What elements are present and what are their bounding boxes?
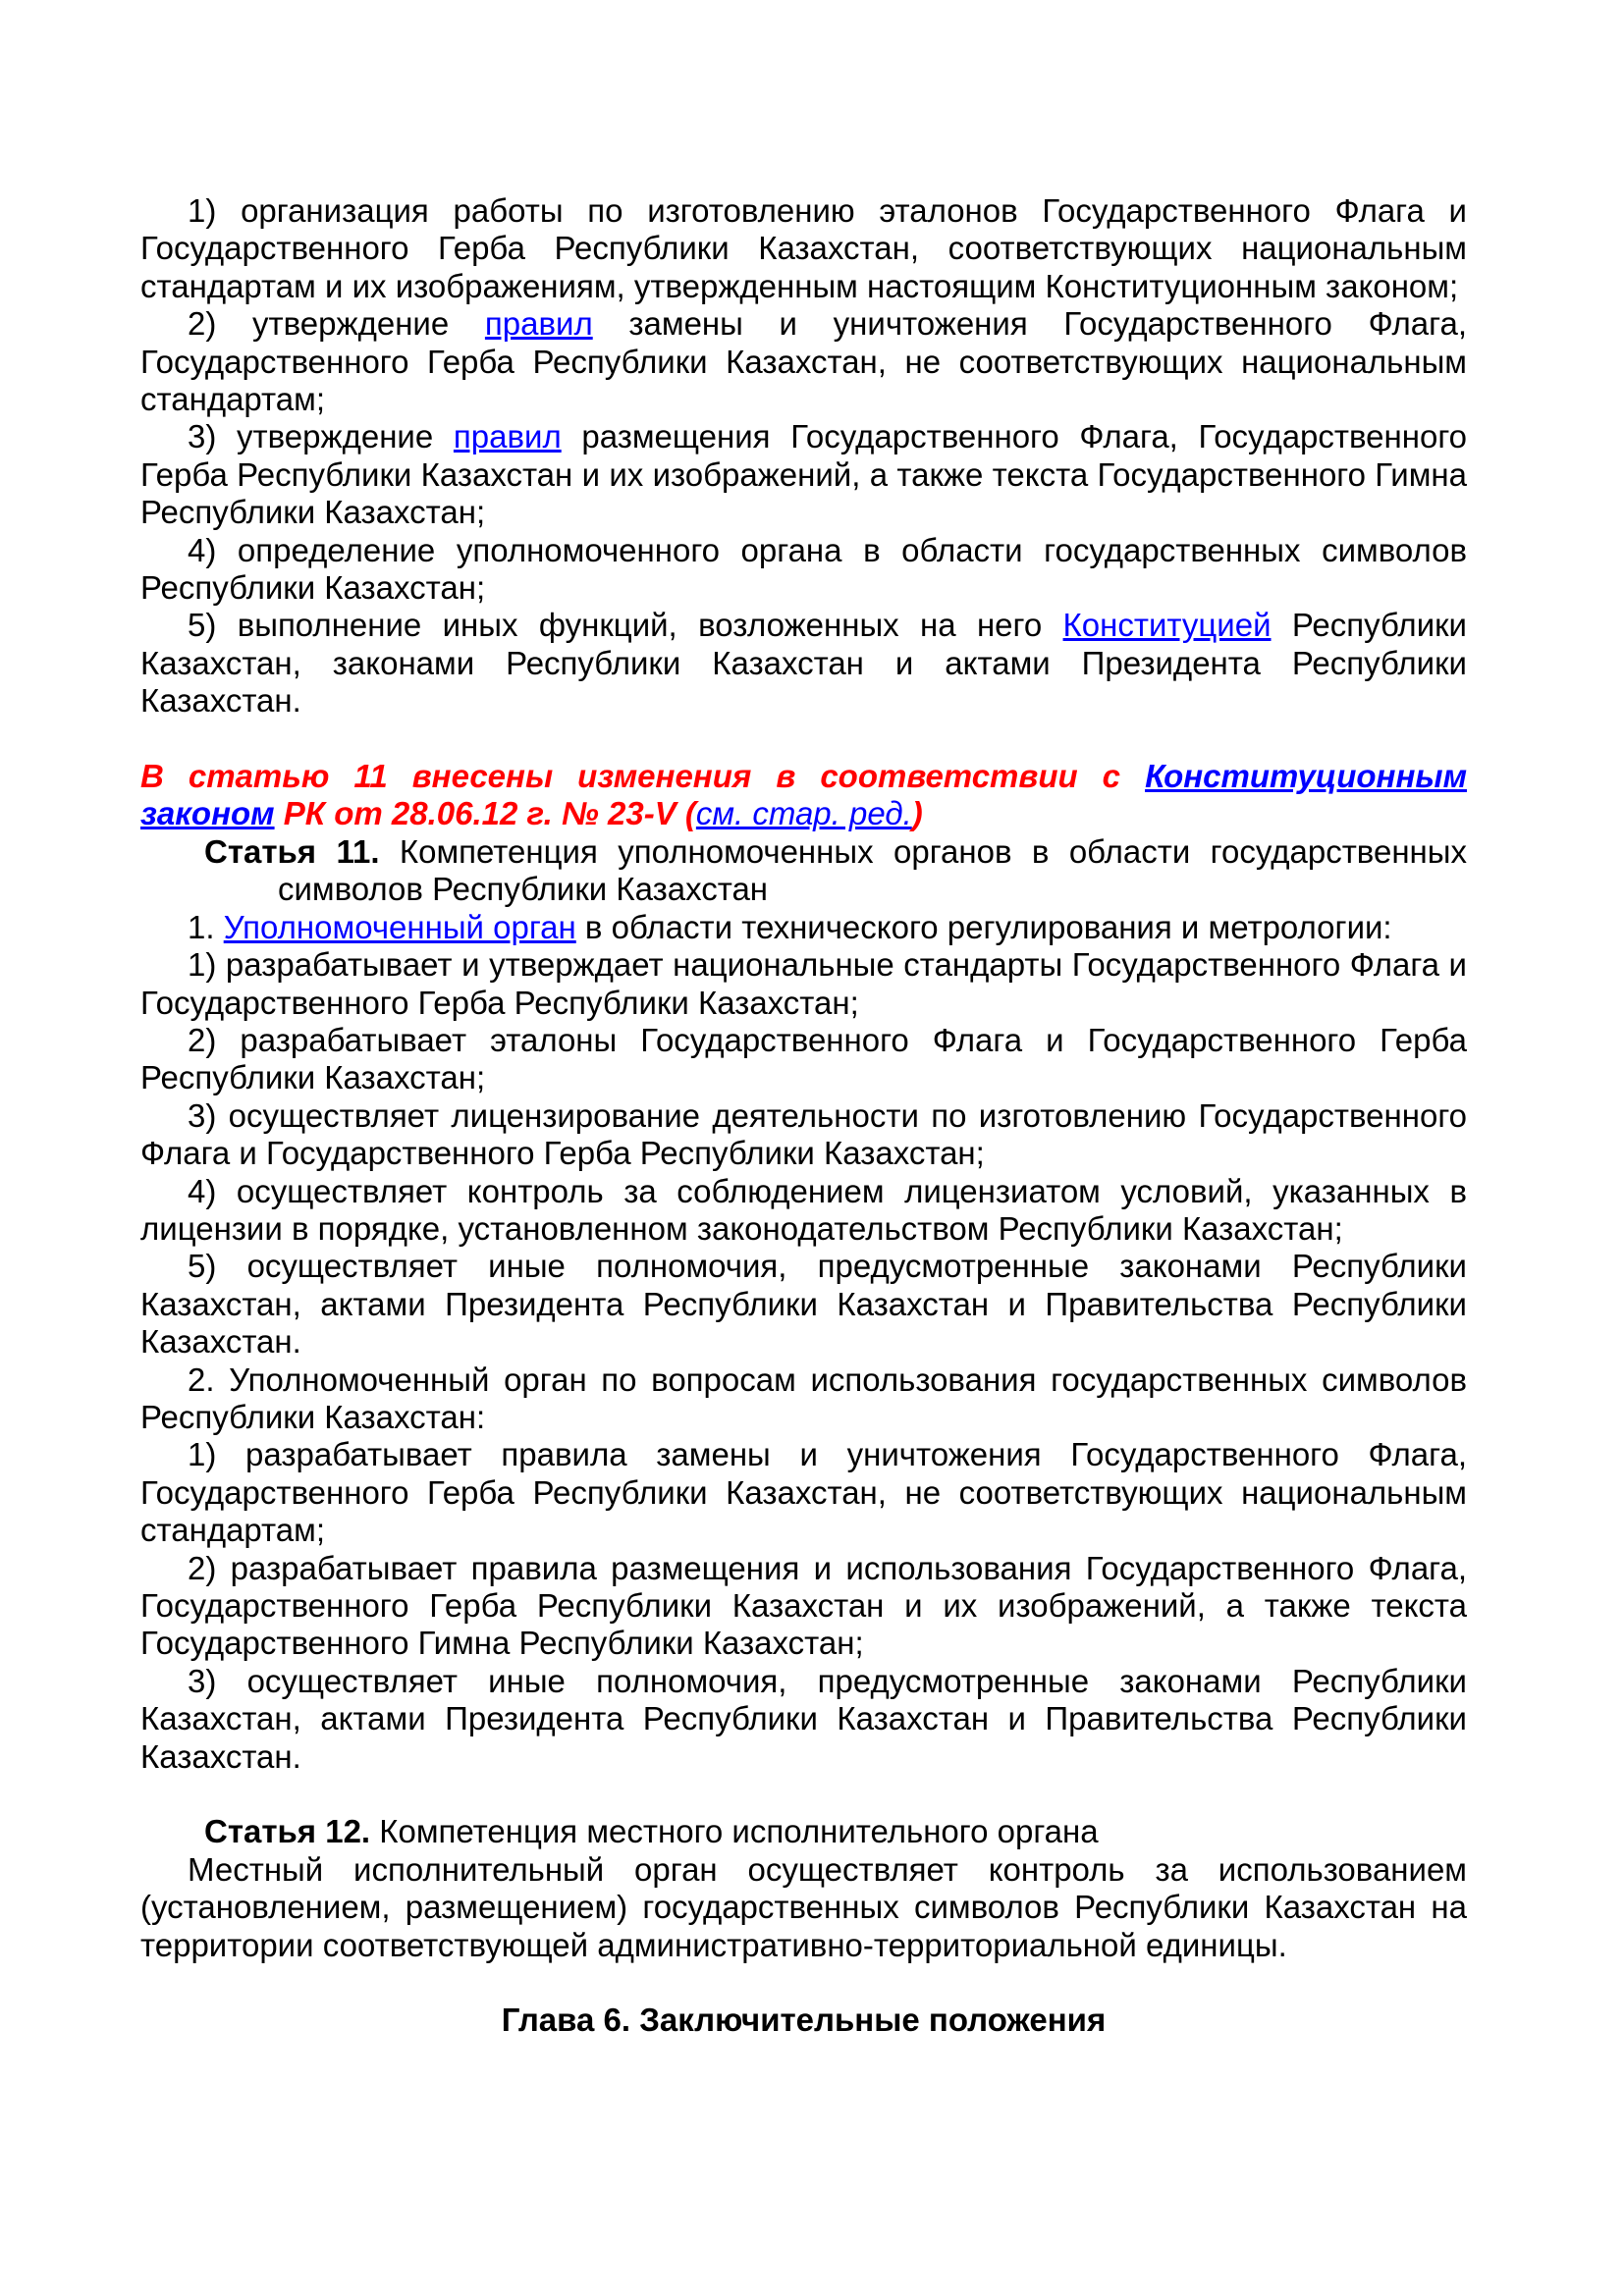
link-upolnomochennyy-organ[interactable]: Уполномоченный орган — [223, 908, 576, 945]
article-number: Статья 11. — [204, 832, 380, 870]
paragraph-item-2-2 — [140, 1550, 1467, 1663]
paragraph-item-2-3 — [140, 1663, 1467, 1776]
paragraph-item-4 — [140, 532, 1467, 608]
text-run: Глава 6. Заключительные положения — [501, 2002, 1107, 2039]
text-run: ) — [911, 795, 923, 832]
document-content — [140, 192, 1467, 2040]
text-run: 5) выполнение иных функций, возложенных на него — [188, 607, 1063, 644]
text-run: 2) разрабатывает эталоны Государственного Флага и Государственного Герба Республики Казахстан; — [140, 1021, 1467, 1096]
text-run: 1) разрабатывает правила замены и уничтожения Государственного Флага, Государственного Герба Республики Казахстан, не соответствующих национальным стандартам; — [140, 1436, 1467, 1549]
chapter-6-heading — [140, 2002, 1467, 2039]
text-run: размещения Государственного Флага, Государственного Герба Республики Казахстан и их изображений, а также текста Государственного Гимна Республики Казахстан; — [140, 418, 1468, 531]
text-run: 3) утверждение — [188, 418, 454, 455]
text-run: Республики Казахстан, законами Республики Казахстан и актами Президента Республики Казахстан. — [140, 607, 1467, 720]
article-number: Статья 12. — [204, 1813, 371, 1850]
article-11-title — [140, 833, 1467, 909]
text-run: Местный исполнительный орган осуществляет контроль за использованием (установлением, размещением) государственных символов Республики Казахстан на территории соответствующей административно-территориальной единицы. — [140, 1850, 1467, 1963]
paragraph-item-1-5 — [140, 1248, 1467, 1361]
blank-line — [140, 1776, 1467, 1813]
blank-line — [140, 1964, 1467, 2002]
text-run: 2. Уполномоченный орган по вопросам использования государственных символов Республики Казахстан: — [140, 1361, 1467, 1435]
text-run: 1) организация работы по изготовлению эталонов Государственного Флага и Государственного Герба Республики Казахстан, соответствующих национальным стандартам и их изображениям, утвержденным настоящим Конституционным законом; — [140, 192, 1467, 304]
paragraph-item-1 — [140, 192, 1467, 305]
link-konstitucionnym-zakonom[interactable]: Конституционным законом — [140, 758, 1467, 832]
paragraph-item-1-3 — [140, 1097, 1467, 1173]
text-run: 4) определение уполномоченного органа в области государственных символов Республики Казахстан; — [140, 531, 1467, 607]
text-run: Компетенция местного исполнительного органа — [370, 1813, 1099, 1850]
blank-line — [140, 721, 1467, 758]
paragraph-item-5 — [140, 607, 1467, 720]
paragraph-item-3 — [140, 418, 1467, 531]
link-sm-star-red[interactable]: см. стар. ред. — [695, 795, 912, 832]
text-run: 2) разрабатывает правила размещения и использования Государственного Флага, Государственного Герба Республики Казахстан и их изображений, а также текста Государственного Гимна Республики Казахстан; — [140, 1549, 1467, 1662]
paragraph-item-1-2 — [140, 1022, 1467, 1097]
paragraph-item-2 — [140, 305, 1467, 418]
paragraph-clause-1 — [140, 909, 1467, 946]
amendment-note — [140, 758, 1467, 833]
text-run: 3) осуществляет лицензирование деятельности по изготовлению Государственного Флага и Государственного Герба Республики Казахстан; — [140, 1096, 1467, 1172]
text-run: 2) утверждение — [188, 305, 485, 343]
text-run: 1) разрабатывает и утверждает национальные стандарты Государственного Флага и Государственного Герба Республики Казахстан; — [140, 946, 1467, 1021]
text-run: 4) осуществляет контроль за соблюдением лицензиатом условий, указанных в лицензии в порядке, установленном законодательством Республики Казахстан; — [140, 1172, 1467, 1247]
paragraph-clause-2 — [140, 1362, 1467, 1437]
text-run: в области технического регулирования и метрологии: — [575, 908, 1392, 945]
text-run: 1. — [188, 908, 224, 945]
paragraph-article-12-body — [140, 1851, 1467, 1964]
text-run: В статью 11 внесены изменения в соответствии с — [140, 758, 1146, 795]
link-konstituciey[interactable]: Конституцией — [1062, 607, 1272, 644]
link-pravil-razmeshcheniya[interactable]: правил — [453, 418, 562, 455]
text-run: Компетенция уполномоченных органов в области государственных символов Республики Казахстан — [278, 832, 1467, 908]
text-run: замены и уничтожения Государственного Флага, Государственного Герба Республики Казахстан, не соответствующих национальным стандартам; — [140, 305, 1467, 418]
article-12-title — [140, 1813, 1467, 1850]
text-run: 5) осуществляет иные полномочия, предусмотренные законами Республики Казахстан, актами Президента Республики Казахстан и Правительства Республики Казахстан. — [140, 1248, 1467, 1361]
paragraph-item-2-1 — [140, 1436, 1467, 1549]
paragraph-item-1-4 — [140, 1173, 1467, 1249]
link-pravil-zameny[interactable]: правил — [484, 305, 593, 343]
text-run: РК от 28.06.12 г. № 23-V ( — [274, 795, 696, 832]
text-run: 3) осуществляет иные полномочия, предусмотренные законами Республики Казахстан, актами Президента Республики Казахстан и Правительства Республики Казахстан. — [140, 1662, 1467, 1775]
paragraph-item-1-1 — [140, 946, 1467, 1022]
